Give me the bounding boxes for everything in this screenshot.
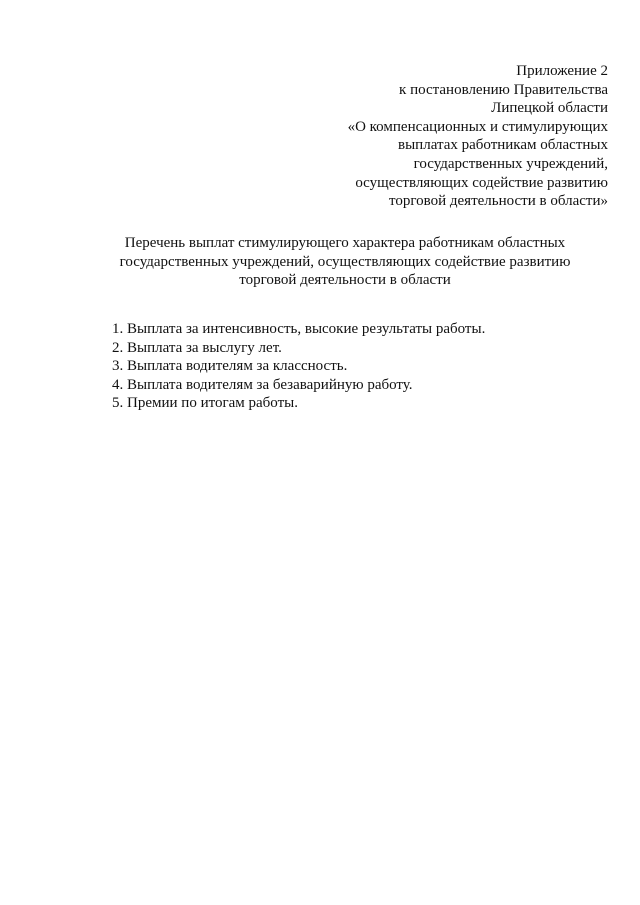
- appendix-number: Приложение 2: [516, 63, 608, 79]
- appendix-reference-line: Липецкой области: [491, 100, 608, 117]
- appendix-header: [278, 62, 608, 211]
- appendix-resolution-title-line: осуществляющих содействие развитию: [355, 174, 608, 191]
- list-item: 2. Выплата за выслугу лет.: [112, 339, 282, 356]
- list-item: 3. Выплата водителям за классность.: [112, 358, 348, 375]
- list-item: 4. Выплата водителям за безаварийную работу.: [112, 376, 413, 393]
- document-title-line: государственных учреждений, осуществляющих содействие развитию: [119, 253, 571, 270]
- appendix-reference-line: к постановлению Правительства: [399, 81, 608, 98]
- document-title-line: торговой деятельности в области: [239, 272, 451, 289]
- list-item: 5. Премии по итогам работы.: [112, 395, 298, 412]
- payments-list: [112, 320, 592, 413]
- list-item: 1. Выплата за интенсивность, высокие результаты работы.: [112, 321, 486, 337]
- appendix-resolution-title-line: выплатах работникам областных: [398, 137, 608, 154]
- document-title: [60, 234, 630, 290]
- document-title-line: Перечень выплат стимулирующего характера работникам областных: [124, 235, 566, 251]
- appendix-resolution-title-line: торговой деятельности в области»: [389, 193, 608, 210]
- appendix-resolution-title-line: государственных учреждений,: [413, 155, 608, 172]
- appendix-resolution-title-line: «О компенсационных и стимулирующих: [347, 118, 608, 135]
